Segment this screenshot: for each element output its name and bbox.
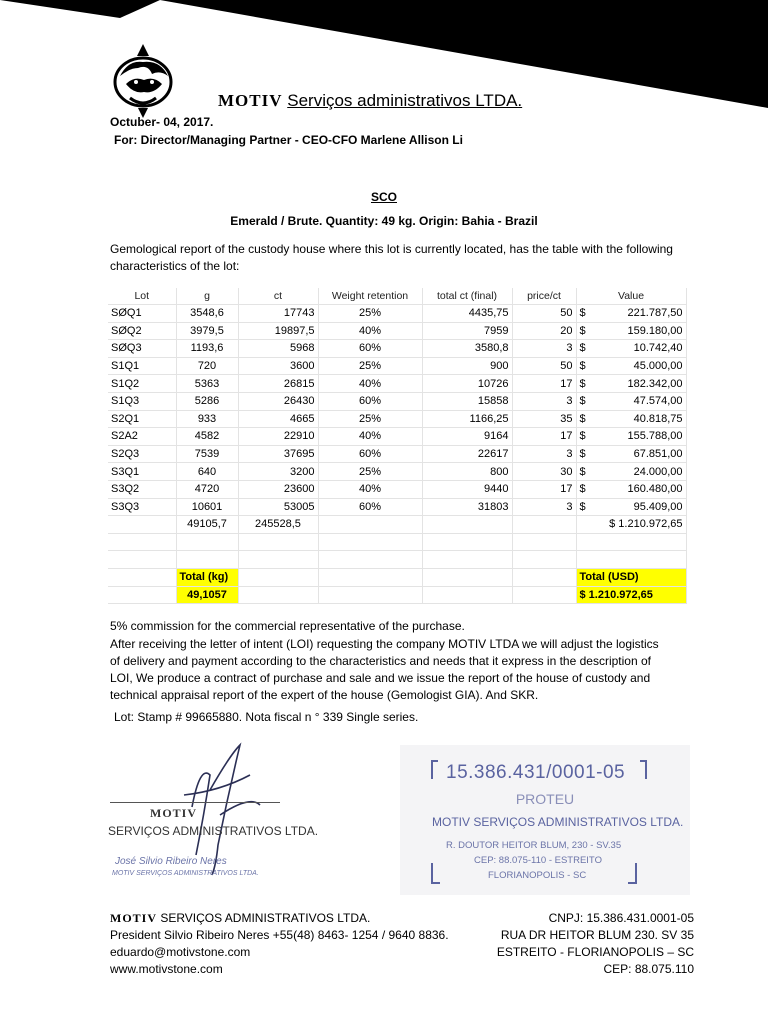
cell-ct: 22910 — [238, 428, 318, 446]
cell-g: 5363 — [176, 375, 238, 393]
table-row — [108, 375, 686, 393]
cell-ct: 3200 — [238, 463, 318, 481]
footer-street: RUA DR HEITOR BLUM 230. SV 35 — [500, 928, 694, 942]
cell-g: 933 — [176, 410, 238, 428]
footer-website[interactable]: www.motivstone.com — [110, 962, 223, 976]
cell-price: 50 — [512, 305, 576, 323]
column-header: ct — [238, 288, 318, 305]
cell-wr: 60% — [318, 498, 422, 516]
empty-row — [108, 533, 686, 551]
cell-ct: 53005 — [238, 498, 318, 516]
table-row — [108, 392, 686, 410]
table-row — [108, 410, 686, 428]
footer-address — [497, 910, 694, 978]
table-row — [108, 445, 686, 463]
cell-value: 182.342,00 — [592, 375, 686, 393]
cell-cur: $ — [576, 498, 592, 516]
cell-value: 160.480,00 — [592, 480, 686, 498]
loi-paragraph: After receiving the letter of intent (LOI) requesting the company MOTIV LTDA we will adjust the logistics of delivery and payment according to the characteristics and needs that it express in the description of LOI, We produce a contract of purchase and sale and we issue the report of the house of custody and technical appraisal report of the expert of the house (Gemologist GIA). And SKR. — [110, 637, 659, 702]
brand-name: MOTIV — [218, 91, 283, 110]
cell-value: 159.180,00 — [592, 322, 686, 340]
cell-lot: SØQ2 — [108, 322, 176, 340]
cell-cur: $ — [576, 305, 592, 323]
table-row — [108, 322, 686, 340]
signature-stamp-name: José Silvio Ribeiro Neres — [115, 856, 227, 867]
stamp-cep: CEP: 88.075-110 - ESTREITO — [474, 855, 602, 866]
cell-lot: S1Q3 — [108, 392, 176, 410]
stamp-proteu: PROTEU — [515, 791, 575, 807]
table-row — [108, 305, 686, 323]
cell-total: 4435,75 — [422, 305, 512, 323]
sum-ct: 245528,5 — [238, 516, 318, 534]
cell-price: 17 — [512, 480, 576, 498]
cell-wr: 40% — [318, 322, 422, 340]
cell-value: 24.000,00 — [592, 463, 686, 481]
column-header: Value — [576, 288, 686, 305]
cell-cur: $ — [576, 322, 592, 340]
cell-ct: 19897,5 — [238, 322, 318, 340]
cell-cur: $ — [576, 463, 592, 481]
cell-ct: 26815 — [238, 375, 318, 393]
cell-wr: 40% — [318, 428, 422, 446]
company-title — [218, 91, 522, 111]
cell-total: 9164 — [422, 428, 512, 446]
cell-cur: $ — [576, 357, 592, 375]
empty-row — [108, 551, 686, 569]
cell-wr: 40% — [318, 375, 422, 393]
total-label-row — [108, 568, 686, 586]
cell-value: 95.409,00 — [592, 498, 686, 516]
cell-value: 40.818,75 — [592, 410, 686, 428]
signature-brand: MOTIV — [150, 806, 197, 820]
table-row — [108, 480, 686, 498]
cell-ct: 37695 — [238, 445, 318, 463]
table-row — [108, 498, 686, 516]
cell-value: 67.851,00 — [592, 445, 686, 463]
cell-lot: S2Q1 — [108, 410, 176, 428]
cell-total: 9440 — [422, 480, 512, 498]
footer-email[interactable]: eduardo@motivstone.com — [110, 945, 251, 959]
signature-rule — [110, 802, 280, 803]
stamp-city: FLORIANOPOLIS - SC — [488, 870, 587, 881]
cell-ct: 4665 — [238, 410, 318, 428]
cell-lot: S2A2 — [108, 428, 176, 446]
cell-cur: $ — [576, 410, 592, 428]
cell-total: 15858 — [422, 392, 512, 410]
cell-total: 22617 — [422, 445, 512, 463]
column-header: total ct (final) — [422, 288, 512, 305]
cell-price: 3 — [512, 445, 576, 463]
cell-total: 900 — [422, 357, 512, 375]
document-date: Octuber- 04, 2017. — [110, 115, 214, 129]
cell-lot: S3Q2 — [108, 480, 176, 498]
column-header: Lot — [108, 288, 176, 305]
cell-cur: $ — [576, 480, 592, 498]
table-row — [108, 357, 686, 375]
cell-ct: 26430 — [238, 392, 318, 410]
cell-lot: S3Q1 — [108, 463, 176, 481]
cell-wr: 60% — [318, 392, 422, 410]
footer-company-line — [110, 910, 449, 927]
cell-total: 10726 — [422, 375, 512, 393]
cell-price: 3 — [512, 340, 576, 358]
cell-total: 1166,25 — [422, 410, 512, 428]
column-header: g — [176, 288, 238, 305]
cell-lot: SØQ3 — [108, 340, 176, 358]
cell-price: 35 — [512, 410, 576, 428]
table-row — [108, 340, 686, 358]
cell-price: 17 — [512, 428, 576, 446]
cell-lot: S1Q2 — [108, 375, 176, 393]
cell-value: 10.742,40 — [592, 340, 686, 358]
cell-price: 3 — [512, 498, 576, 516]
cell-value: 155.788,00 — [592, 428, 686, 446]
cell-price: 50 — [512, 357, 576, 375]
total-kg-label: Total (kg) — [176, 568, 238, 586]
cell-price: 3 — [512, 392, 576, 410]
lot-table — [108, 288, 686, 604]
cell-cur: $ — [576, 428, 592, 446]
cell-g: 720 — [176, 357, 238, 375]
table-row — [108, 428, 686, 446]
cell-wr: 25% — [318, 410, 422, 428]
signature-stamp-company: MOTIV SERVIÇOS ADMINISTRATIVOS LTDA. — [112, 870, 259, 877]
cell-wr: 60% — [318, 340, 422, 358]
cell-lot: SØQ1 — [108, 305, 176, 323]
cell-g: 7539 — [176, 445, 238, 463]
cell-g: 3548,6 — [176, 305, 238, 323]
cell-total: 3580,8 — [422, 340, 512, 358]
signature-company: SERVIÇOS ADMINISTRATIVOS LTDA. — [108, 824, 319, 838]
lot-stamp-line: Lot: Stamp # 99665880. Nota fiscal n ° 339 Single series. — [114, 710, 419, 724]
cell-wr: 25% — [318, 357, 422, 375]
cell-total: 7959 — [422, 322, 512, 340]
lion-logo — [108, 42, 178, 120]
document-subtitle: Emerald / Brute. Quantity: 49 kg. Origin: Bahia - Brazil — [230, 214, 538, 228]
cell-g: 5286 — [176, 392, 238, 410]
total-kg-value: 49,1057 — [176, 586, 238, 604]
footer-brand: MOTIV — [110, 911, 157, 925]
cell-price: 17 — [512, 375, 576, 393]
footer-contact — [110, 910, 449, 978]
cell-wr: 25% — [318, 463, 422, 481]
cell-g: 1193,6 — [176, 340, 238, 358]
cell-value: 221.787,50 — [592, 305, 686, 323]
footer-president: President Silvio Ribeiro Neres +55(48) 8463- 1254 / 9640 8836. — [110, 928, 449, 942]
company-name: Serviços administrativos LTDA. — [287, 91, 523, 110]
cell-total: 31803 — [422, 498, 512, 516]
cell-lot: S3Q3 — [108, 498, 176, 516]
total-usd-label: Total (USD) — [576, 568, 686, 586]
total-usd-value: $ 1.210.972,65 — [576, 586, 686, 604]
cell-cur: $ — [576, 445, 592, 463]
footer-company: SERVIÇOS ADMINISTRATIVOS LTDA. — [157, 911, 371, 925]
cell-wr: 60% — [318, 445, 422, 463]
cell-price: 30 — [512, 463, 576, 481]
cell-price: 20 — [512, 322, 576, 340]
cell-g: 640 — [176, 463, 238, 481]
document-title: SCO — [370, 190, 397, 204]
stamp-address: R. DOUTOR HEITOR BLUM, 230 - SV.35 — [446, 840, 622, 851]
cell-cur: $ — [576, 392, 592, 410]
stamp-cnpj: 15.386.431/0001-05 — [446, 762, 626, 783]
cell-ct: 3600 — [238, 357, 318, 375]
table-row — [108, 463, 686, 481]
footer-cnpj: CNPJ: 15.386.431.0001-05 — [548, 911, 694, 925]
table-header-row — [108, 288, 686, 305]
intro-paragraph: Gemological report of the custody house where this lot is currently located, has the table with the following characteristics of the lot: — [110, 242, 673, 273]
recipient-line: For: Director/Managing Partner - CEO-CFO Marlene Allison Li — [114, 133, 463, 147]
column-header: price/ct — [512, 288, 576, 305]
cell-wr: 40% — [318, 480, 422, 498]
cell-value: 45.000,00 — [592, 357, 686, 375]
cell-lot: S2Q3 — [108, 445, 176, 463]
footer-district: ESTREITO - FLORIANOPOLIS – SC — [496, 945, 694, 959]
cell-ct: 5968 — [238, 340, 318, 358]
sum-row — [108, 516, 686, 534]
cell-ct: 17743 — [238, 305, 318, 323]
cell-cur: $ — [576, 375, 592, 393]
sum-g: 49105,7 — [176, 516, 238, 534]
cell-lot: S1Q1 — [108, 357, 176, 375]
cell-value: 47.574,00 — [592, 392, 686, 410]
total-value-row — [108, 586, 686, 604]
cell-total: 800 — [422, 463, 512, 481]
cell-ct: 23600 — [238, 480, 318, 498]
column-header: Weight retention — [318, 288, 422, 305]
cell-wr: 25% — [318, 305, 422, 323]
cell-cur: $ — [576, 340, 592, 358]
cell-g: 4720 — [176, 480, 238, 498]
cell-g: 10601 — [176, 498, 238, 516]
cell-g: 3979,5 — [176, 322, 238, 340]
footer-cep: CEP: 88.075.110 — [603, 962, 694, 976]
sum-value: $ 1.210.972,65 — [576, 516, 686, 534]
commission-line: 5% commission for the commercial representative of the purchase. — [110, 619, 465, 633]
stamp-company-name: MOTIV SERVIÇOS ADMINISTRATIVOS LTDA. — [432, 815, 684, 829]
cell-g: 4582 — [176, 428, 238, 446]
